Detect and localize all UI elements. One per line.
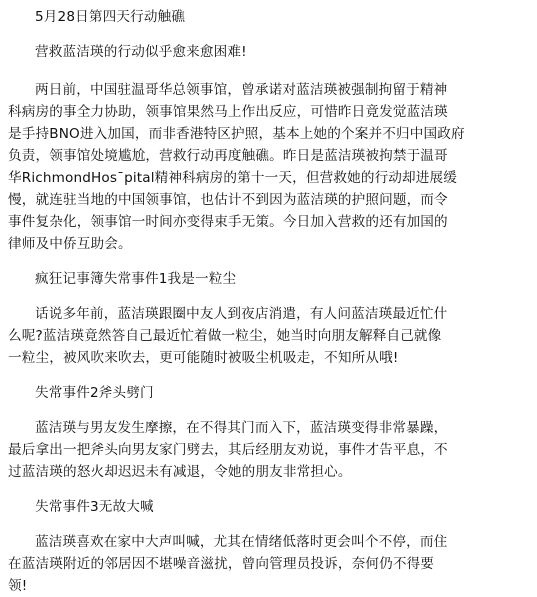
- paragraph-line: 事件复杂化，领事馆一时间亦变得束手无策。今日加入营救的还有加国的: [8, 214, 448, 230]
- section-heading-event-1: 疯狂记事簿失常事件1我是一粒尘: [35, 271, 237, 287]
- paragraph-line: 科病房的事全力协助，领事馆果然马上作出反应，可惜昨日竟发觉蓝洁瑛: [8, 104, 448, 120]
- paragraph-line: 两日前，中国驻温哥华总领事馆，曾承诺对蓝洁瑛被强制拘留于精神: [35, 82, 448, 98]
- paragraph-line: 负责，领事馆处境尴尬，营救行动再度触礁。昨日是蓝洁瑛被拘禁于温哥: [8, 148, 448, 164]
- paragraph-line: 蓝洁瑛与男友发生摩擦，在不得其门而入下，蓝洁瑛变得非常暴躁，: [35, 420, 448, 436]
- paragraph-line: 领!: [8, 578, 28, 594]
- date-heading: 5月28日第四天行动触礁: [35, 9, 186, 25]
- paragraph-line: 么呢?蓝洁瑛竟然答自己最近忙着做一粒尘，她当时向朋友解释自己就像: [8, 328, 442, 344]
- section-heading-event-2: 失常事件2斧头劈门: [35, 385, 154, 401]
- section-heading-event-3: 失常事件3无故大喊: [35, 499, 154, 515]
- paragraph-line: 最后拿出一把斧头向男友家门劈去，其后经朋友劝说，事件才告平息，不: [8, 442, 448, 458]
- paragraph-line: 过蓝洁瑛的怒火却迟迟未有减退，令她的朋友非常担心。: [8, 464, 352, 480]
- intro-paragraph: [8, 79, 527, 255]
- paragraph-line: 慢，就连驻当地的中国领事馆，也估计不到因为蓝洁瑛的护照问题，而令: [8, 192, 448, 208]
- article-subtitle: 营救蓝洁瑛的行动似乎愈来愈困难!: [35, 44, 247, 60]
- paragraph-line: 是手持BNO进入加国，而非香港特区护照，基本上她的个案并不归中国政府: [8, 126, 465, 142]
- section-3-paragraph: [8, 531, 527, 597]
- paragraph-line: 律师及中侨互助会。: [8, 236, 132, 252]
- paragraph-line: 话说多年前，蓝洁瑛跟圈中友人到夜店消遣，有人问蓝洁瑛最近忙什: [35, 306, 448, 322]
- paragraph-line: 蓝洁瑛喜欢在家中大声叫喊，尤其在情绪低落时更会叫个不停，而住: [35, 534, 448, 550]
- paragraph-line: 华RichmondHos¯pital精神科病房的第十一天，但营救她的行动却进展缓: [8, 170, 458, 186]
- section-2-paragraph: [8, 417, 527, 483]
- paragraph-line: 在蓝洁瑛附近的邻居因不堪噪音滋扰，曾向管理员投诉，奈何仍不得要: [8, 556, 435, 572]
- paragraph-line: 一粒尘，被风吹来吹去，更可能随时被吸尘机吸走，不知所从哦!: [8, 350, 399, 366]
- section-1-paragraph: [8, 303, 527, 369]
